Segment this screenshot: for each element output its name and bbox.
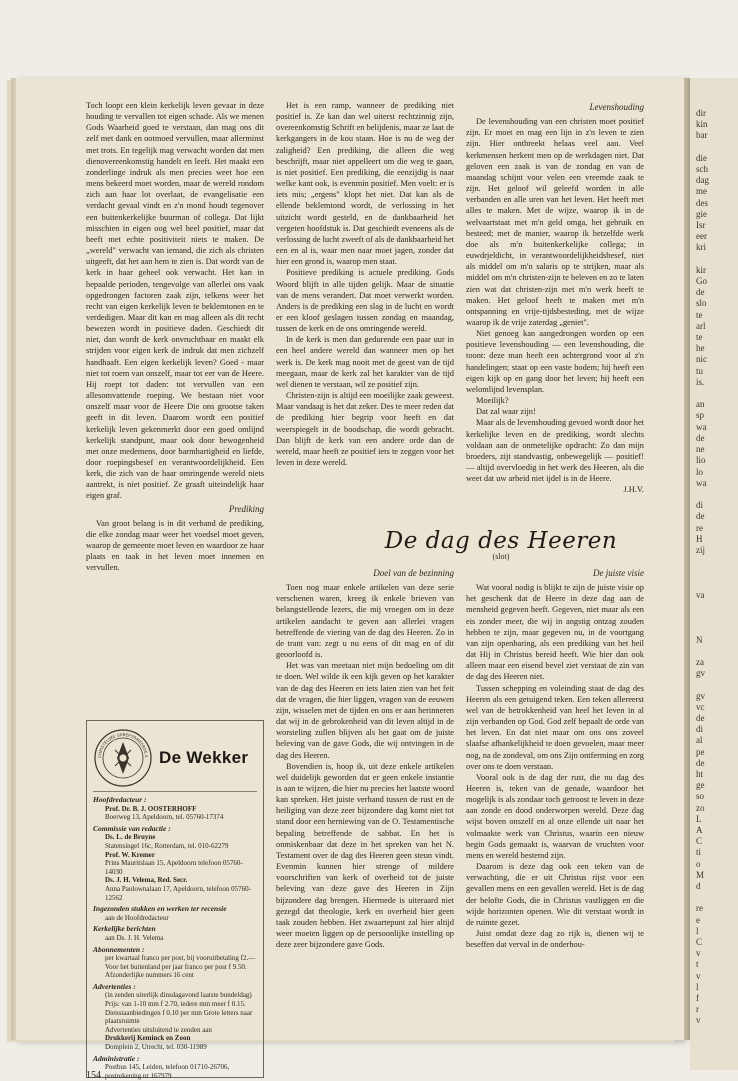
article2-column-3 [466, 566, 644, 950]
next-page-fragment [690, 679, 738, 690]
next-page-fragment: slo [696, 298, 707, 309]
next-page-fragment: M [696, 869, 705, 880]
paragraph: Niet genoeg kan aangedrongen worden op een positieve levenshouding — een levenshouding, die toont: deze man heeft een achtergrond voor al z'n handelingen; staat op een vaste bodem; hij heeft een eigen kijk op en gang door het leven; hij heeft een welomlijnd levensplan. [466, 329, 644, 394]
paragraph: Toen nog maar enkele artikelen van deze serie verschenen waren, kreeg ik enkele brieven van belangstellende lezers, die mij vroegen om in deze artikelen aandacht te geven aan allerlei vragen betreffende de viering van de dag des Heeren. Zo in de trant van: zegt u nu eens of dit mag en of dit geoorloofd is. [276, 583, 454, 660]
next-page-fragment: L [696, 813, 702, 824]
paragraph: Maar als de levenshouding gevoed wordt door het kerkelijke leven en de prediking, wordt slechts voldaan aan de onmetelijke opdracht: Zo dan mijn broeders, zijt standvastig, onbewegelijk — positief! — altijd overvloedig in het werk des Heeren, als die weet dat uw arbeid niet ijdel is in de Heere. [466, 418, 644, 484]
next-page-fragment: l [696, 981, 699, 992]
next-page-fragment [690, 579, 738, 590]
masthead-detail: Statensingel 16c, Rotterdam, tel. 010-62279 [105, 841, 229, 850]
next-page-fragment: gv [696, 690, 705, 701]
masthead-person: Ds. J. H. Velema, Red. Secr. [105, 876, 188, 885]
next-page-edge [690, 78, 738, 1070]
article-subtitle: (slot) [492, 552, 510, 561]
next-page-fragment: zij [696, 544, 705, 555]
masthead-person: Prof. W. Kremer [105, 850, 155, 859]
next-page-fragment: te [696, 309, 703, 320]
next-page-fragment: wa [696, 421, 707, 432]
next-page-fragment [690, 142, 738, 153]
masthead-detail: Advertenties uitsluitend te zenden aan [105, 1025, 212, 1034]
next-page-fragment [690, 556, 738, 567]
next-page-fragment: A [696, 825, 703, 835]
masthead-label: Advertenties : [93, 981, 136, 991]
masthead-person: Ds. L. de Bruyne [105, 833, 156, 842]
next-page-fragment: r [696, 1004, 699, 1015]
next-page-fragment: l [696, 925, 699, 936]
article-title-block [356, 528, 646, 561]
next-page-fragment: arl [696, 320, 706, 331]
masthead-detail: Boerweg 13, Apeldoorn, tel. 05760-17374 [105, 813, 224, 822]
paragraph: Positieve prediking is actuele prediking. Gods Woord blijft in alle tijden gelijk. Maar de situatie van de mens verandert. Dat moet verwerkt worden. Anders is de prediking een slag in de lucht en wordt er een kloof geslagen tussen zondag en maandag, tussen de kerk en de ons omringende wereld. [276, 268, 454, 334]
next-page-fragment: H [696, 533, 703, 544]
next-page-fragment: de [696, 757, 705, 768]
next-page-fragment: al [696, 735, 703, 746]
paragraph: Het is een ramp, wanneer de prediking niet positief is. Ze kan dan wel uiterst rechtzinnig zijn, overeenkomstig Schrift en belijdenis, maar ze laat de kerkgangers in de kou staan. Hoe is nu de weg der zaligheid? Een prediking, die alleen die weg beschrijft, maar niet appelleert om die weg te gaan, is niet positief. Een prediking, die eenzijdig is naar welke kant ook, is evenmin positief. Men voelt: er is iets mis; „ergens" klopt het niet. Dat kan als de ellende beklemtond wordt, de verlossing in het uitzicht wordt gesteld, en de dankbaarheid het vergeten hoofdstuk is. Dat geschiedt eveneens als de verlossing de lucht zweeft of als de dankbaarheid het een en al is, waar men naar moet jagen, zonder dat hier een grond is, waarop men staat. [276, 101, 454, 267]
next-page-fragment: o [696, 858, 701, 869]
next-page-fragment: dir [696, 108, 706, 118]
masthead-detail: Domplein 2, Utrecht, tel. 030-11989 [105, 1043, 207, 1052]
next-page-fragment [690, 612, 738, 623]
next-page-fragment: za [696, 656, 704, 667]
next-page-fragment: Go [696, 276, 707, 287]
next-page-fragment: re [696, 522, 703, 533]
next-page-fragment: kin [696, 119, 708, 130]
next-page-fragment: lio [696, 455, 706, 466]
column-3 [466, 100, 644, 495]
paragraph: Moeilijk? [476, 396, 509, 406]
next-page-fragment: N [696, 634, 703, 645]
next-page-fragment: he [696, 343, 705, 354]
paragraph: Vooral ook is de dag der rust, die nu dag des Heeren is, teken van de genade, waardoor het mogelijk is als zondaar toch getroost te leven in deze aan zonde en dood onderworpen wereld. Deze dag wijst boven onszelf en al onze ellende uit naar het volmaakte werk van Christus, waarin een nieuw begin Gods gemaakt is, waarvan de vruchten voor mens en wereld bestemd zijn. [466, 772, 644, 860]
subhead-levenshouding: Levenshouding [589, 102, 644, 112]
next-page-fragment: des [696, 197, 708, 208]
masthead-detail: Postbus 145, Leiden, telefoon 01710-26706, postrekening nr 167979 [105, 1063, 230, 1080]
next-page-fragment: pe [696, 746, 705, 757]
masthead-detail: (in zenden uiterlijk dinsdagavond laatste bundeldag) Prijs: van 1-10 mm f 2.70, iedere mm meer f 0.15. Dienstaanbiedingen f 0.10 per mm Grote letters naar plaatsruimte [105, 991, 253, 1026]
masthead-person: Drukkerij Keminck en Zoon [105, 1034, 191, 1043]
paragraph: Daarom is deze dag ook een teken van de verwachting, die er uit Christus rijst voor een gevallen mens en een gevallen wereld. Het is de dag der belofte Gods, die in Christus vastliggen en die wijde horizonten openen. Wie dit verstaat wordt in de ruimte gezet. [466, 862, 644, 927]
next-page-fragment: ge [696, 780, 705, 791]
next-page-fragment: de [696, 432, 705, 443]
subhead-prediking: Prediking [228, 503, 264, 514]
next-page-fragment: gie [696, 208, 707, 219]
paragraph: Toch loopt een klein kerkelijk leven gevaar in deze houding te vervallen tot eigen schade. Als we menen Gods Waarheid goed te verstaan, dan mag ons dit zelf met dank en ootmoed vervullen, maar allerminst met trots. En tegelijk mag verwacht worden dat men dienovereenkomstig handelt en leeft. Het maakt een zonderlinge indruk als men precies weet hoe een mens bekeerd moet worden, maar de wereld rondom zich aan haar lot overlaat, de evangelisatie een verdacht gevaal vindt en z'n mond houdt tegenover een buitenkerkelijke buurman of collega. Dat lijkt misschien in eigen oog wel heel positief, maar dat heeft met echte positiviteit niets te maken. De „wereld" verwacht van iemand, die zich als christen uitgeeft, dat het aan hem te zien is. Dat wordt van de kerk in haar geheel ook verwacht. Het kan in bepaalde perioden, tengevolge van allerlei ons vaak opgedrongen factoren zaak zijn, telkens weer het recht van eigen kerkelijk leven te beklemtonen en te verdedigen. Maar dit kan en mag alleen als dit recht bewezen wordt in positieve daden. Geschiedt dit niet, dan wordt de kerk onvruchtbaar en maakt elk strijden voor eigen kerk de indruk dat men zichzelf handhaaft. Een eigen kerkelijk leven? Goed - maar niet tot roem van onszelf, maar tot eer van de Heere. Hij roept tot daden: tot vervullen van een allesomvattende roeping. We bestaan niet voor onszelf maar voor de Heere Die ons grootse taken geeft in dit leven. Daarom wordt een positief kerkelijk leven gekenmerkt door een goed omlijnd kerkelijk standpunt, maar ook door bewogenheid met onze medemens, door barmhartigheid en liefde, door roepingsbesef en verantwoordelijkheid. Een kerk, die zich van de haar omringende wereld niets aantrekt, is niet positief. Ze graaft uiteindelijk haar eigen graf. [86, 101, 264, 501]
next-page-fragment: C [696, 836, 703, 847]
paragraph: Bovendien is, hoop ik, uit deze enkele artikelen wel duidelijk geworden dat er geen enkele instantie is aan te wijzen, die hier nu precies het laatste woord kan spreken. Het juiste verband tussen de rust en de heiliging van deze zeer bijzondere dag komt niet tot stand door een herniewing van de O. Testamentische bepaling betreffende de sabbat. En het is onmiskenbaar dat deze in het spreken van het N. Testament over de dag des Heeren geen steun vindt. Evenmin kunnen hier strenge of mildere voorschriften van kerk of overheid tot de juiste beleving van deze gave des Heeren in Zijn bijzondere dag brengen. Hiermede is uiteraard niet gezegd dat theologie, kerk en overheid hier geen taak zouden hebben. Het zwaartepunt zal hier altijd weer moeten liggen op de persoonlijke instelling op deze zeer bijzondere gave Gods. [276, 761, 454, 950]
next-page-fragment: me [696, 186, 707, 197]
next-page-fragment: an [696, 399, 705, 410]
next-page-fragment [690, 388, 738, 399]
next-page-fragment: v [696, 1015, 701, 1026]
paragraph: Van groot belang is in dit verband de prediking, die elke zondag maar weer het voedsel moet geven, waarop de gemeente moet leven en waardoor ze haar plaats en taak in het leven moet innemen en vervullen. [86, 518, 264, 573]
next-page-fragment [690, 567, 738, 578]
next-page-fragment: tu [696, 365, 704, 376]
column-1 [86, 100, 264, 574]
next-page-fragment: C [696, 937, 703, 948]
paragraph: In de kerk is men dan gedurende een paar uur in een heel andere wereld dan wanneer men op het werk is. De kerk mag nooit met de geest van de tijd meegaan, maar de kerk zal het karakter van de tijd wel dienen te verstaan, wil ze positief zijn. [276, 335, 454, 389]
next-page-fragment: di [696, 724, 704, 735]
next-page-fragment [690, 601, 738, 612]
next-page-fragment: die [696, 152, 707, 163]
church-seal-icon [93, 728, 153, 788]
next-page-fragment [690, 892, 738, 903]
next-page-fragment: sch [696, 164, 708, 175]
article-title: De dag des Heeren [384, 528, 618, 554]
next-page-fragment: bar [696, 130, 708, 141]
next-page-fragment: so [696, 791, 705, 802]
next-page-fragment: de [696, 287, 705, 298]
masthead-label: Hoofdredacteur : [93, 795, 147, 804]
masthead-detail: aan de Hoofdredacteur [105, 913, 169, 922]
next-page-fragment: v [696, 970, 701, 981]
next-page-fragment: de [696, 511, 705, 522]
masthead-label: Abonnementen : [93, 944, 145, 954]
masthead-person: Prof. Dr. B. J. OOSTERHOFF [105, 804, 197, 813]
paragraph: Juist omdat deze dag zo rijk is, dienen wij te beseffen dat verval in de onderhou- [466, 929, 644, 950]
next-page-fragment: dag [696, 175, 709, 186]
next-page-fragment [690, 489, 738, 500]
next-page-fragment: Isr [696, 220, 706, 231]
next-page-fragment [690, 623, 738, 634]
paragraph: Dat zal waar zijn! [476, 407, 536, 417]
masthead-detail: Prins Mauritslaan 15, Apeldoorn telefoon 05760-14030 [105, 859, 243, 876]
next-page-fragment: sp [696, 410, 705, 421]
next-page-fragment: va [696, 589, 705, 600]
next-page-fragment: v [696, 948, 701, 959]
paragraph: Het was van meetaan niet mijn bedoeling om dit te doen. Wel wilde ik een kijk geven op het karakter van de dag des Heeren en iets laten zien van het feit dat de vragen, die hier liggen, vragen van de eeuwen zijn, wisselen met de tijden en ons er aan herinneren dat wij in de gebrokenheid van dit leven altijd in de worsteling zullen blijven als het gaat om de juiste beleving van de gave Gods, die wij ontvingen in de dag des Heeren. [276, 661, 454, 760]
masthead-logo-row [93, 725, 257, 792]
next-page-fragment: te [696, 332, 703, 343]
next-page-fragment: de [696, 712, 705, 723]
masthead-label: Administratie : [93, 1053, 140, 1063]
next-page-fragment: lo [696, 466, 704, 477]
article2-column-2 [276, 566, 454, 950]
subhead-juiste-visie: De juiste visie [593, 568, 644, 578]
next-page-fragment: gv [696, 668, 705, 679]
masthead-name: De Wekker [159, 747, 249, 767]
next-page-fragment: e [696, 914, 700, 925]
next-page-fragment: vc [696, 701, 705, 712]
signature: J.H.V. [623, 485, 644, 495]
next-page-fragment: zo [696, 802, 705, 813]
paragraph: Wat vooral nodig is blijkt te zijn de juiste visie op het geschenk dat de Heere in deze dag aan de mensheid gegeven heeft. Gegeven, niet maar als een eis zonder meer, die wij in angstig ontzag zouden hebben te zijn, maar gegeven nu, in de voortgang van zijn openbaring, als een prediking van het heil dat Hij in Christus bereid heeft. Wie hier dan ook alleen maar een eisend bevel ziet verstaat de zin van de dag des Heeren niet. [466, 583, 644, 682]
masthead-detail: per kwartaal franco per post, bij vooruitbetaling f2.— Voor het buitenland per jaar franco per post f 9.50. Afzonderlijke nummers 16 cent [105, 954, 256, 980]
masthead-box [86, 720, 264, 1078]
next-page-fragment: kir [696, 264, 706, 275]
next-page-fragment: ht [696, 768, 704, 779]
next-page-fragment [690, 646, 738, 657]
masthead-label: Ingezonden stukken en werken ter recensie [93, 904, 227, 914]
next-page-fragment: is. [696, 376, 705, 387]
paragraph: Christen-zijn is altijd een moeilijke zaak geweest. Maar vandaag is het dat zeker. Des te meer reden dat de prediking hier begrip voor heeft en dat weerspiegelt in de boodschap, die wordt gebracht. Dan blijft de kerk van een andere orde dan de wereld, maar heeft ze positief iets te zeggen voor het leven in deze wereld. [276, 391, 454, 467]
subhead-doel: Doel van de bezinning [373, 568, 454, 578]
column-2 [276, 100, 454, 468]
seal-lettering: CHRISTELIJKE GEREFORMEERDE K [96, 731, 150, 759]
page-number: 154 [86, 1070, 101, 1081]
paragraph: De levenshouding van een christen moet positief zijn. Er moet en mag een lijn in z'n leven te zien zijn. Hier ontbreekt helaas veel aan. Veel kerkmensen herkent men op de werkdagen niet. Dat geloven een zaak is van de zondag en van de maandag schijnt voor velen een vreemde zaak te zijn. Het geloof wil geleefd worden in alle verbanden en alle uren van het leven. Het heeft met alles te maken. Met de wijze, waarop ik in de welvaartstaat met m'n geld omga, het gebruik en besteed; met de manier, waarop ik hetzelfde werk doe als m'n buitenkerkelijke collega; in euwdrjeldicht, in verantwoordelijkheidsbesef, niet als middel om m'n salaris op te strijken, maar als middel om m'n christen-zijn te beleven en zo te laten zien wat dat christen-zijn met m'n werk heeft te maken. Het geloof heeft te maken met m'n ontspanning en vrije-tijdsbesteding, met de wijze waarop ik de vrije zaterdag „geniet". [466, 117, 644, 327]
next-page-fragment: eer [696, 231, 707, 242]
next-page-fragment: di [696, 500, 704, 511]
next-page-fragment: nic [696, 354, 707, 365]
paragraph: Tussen schepping en voleinding staat de dag des Heeren als een getuigend teken. Een teken allereerst wel van de betrokkenheid van heel het leven in al zijn verbanden op God. God zelf bepaalt de orde van het leven. En dat niet maar om ons ons zoveel slaafse afhankelijkheid te doen gevoelen, maar meer nog, na de zondeval, om ons Zijn ontferming en zorg over ons te doen verstaan. [466, 683, 644, 771]
next-page-fragment: ne [696, 444, 705, 455]
next-page-fragment: f [696, 993, 699, 1004]
next-page-fragment: kri [696, 242, 706, 253]
masthead-label: Commissie van redactie : [93, 823, 171, 833]
masthead-detail: aan Ds. J. H. Velema [105, 933, 164, 942]
magazine-page [16, 78, 684, 1081]
next-page-fragment: re [696, 903, 703, 914]
next-page-fragment: d [696, 881, 701, 892]
next-page-fragment: t [696, 959, 699, 970]
next-page-fragment: wa [696, 477, 707, 488]
masthead-detail: Anna Paulownalaan 17, Apeldoorn, telefoon 05760-12562 [105, 884, 251, 902]
next-page-fragment [690, 254, 738, 265]
next-page-fragment: ti [696, 847, 702, 858]
masthead-label: Kerkelijke berichten [93, 924, 156, 934]
